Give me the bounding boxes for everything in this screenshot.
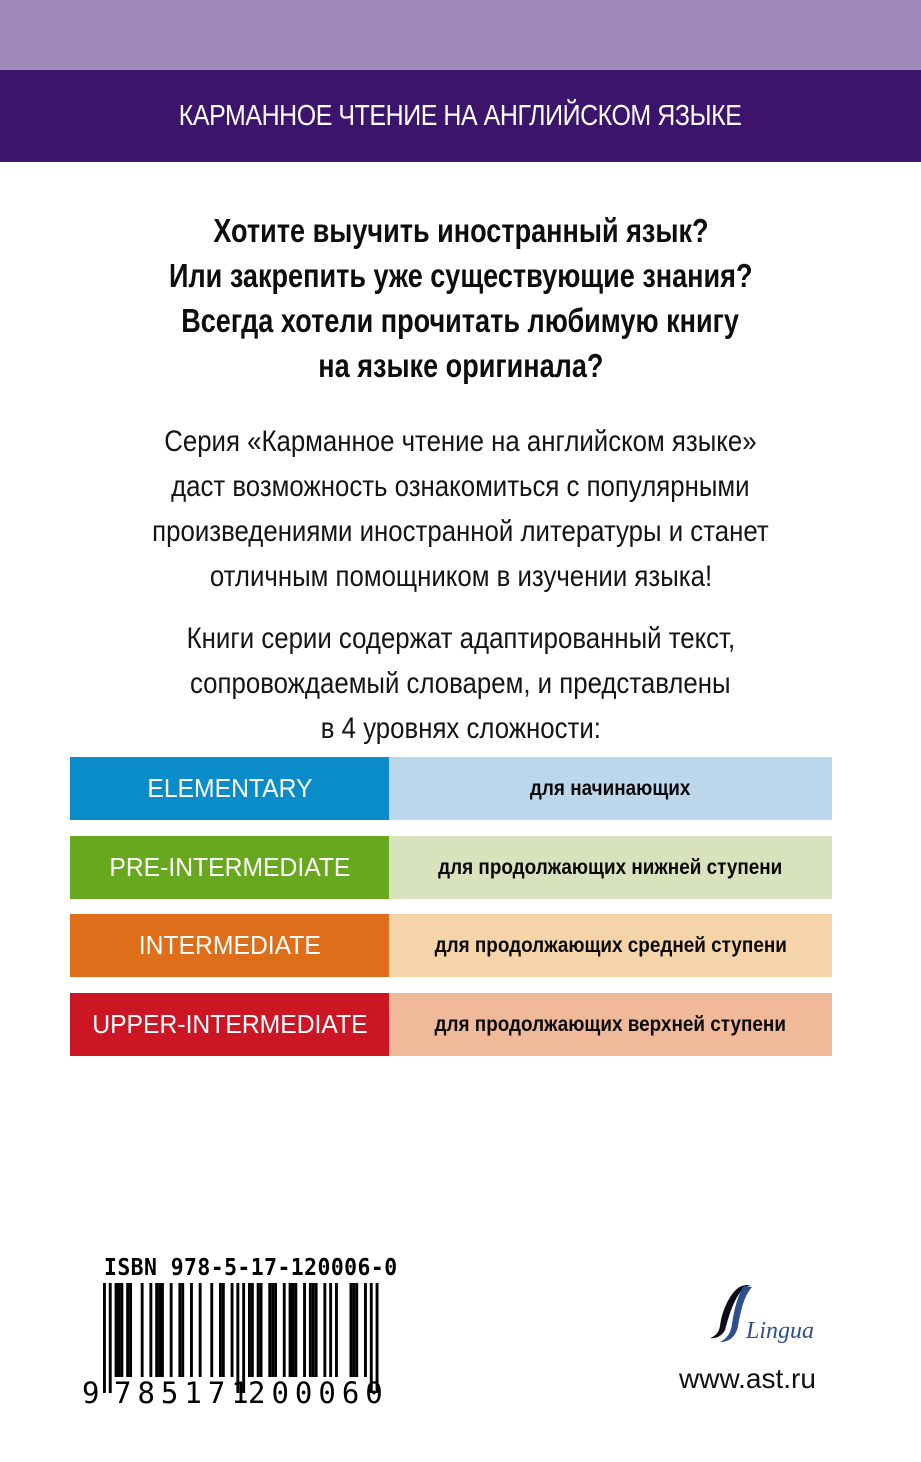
question-line: Хотите выучить иностранный язык? [212,212,709,249]
isbn-label: ISBN 978-5-17-120006-0 [104,1255,398,1281]
question-line: Всегда хотели прочитать любимую книгу [181,302,740,339]
description-line: произведениями иностранной литературы и станет [152,515,769,548]
level-description: для начинающих [530,776,691,800]
description-line: отличным помощником в изучении языка! [209,560,712,593]
level-description: для продолжающих средней ступени [434,933,787,957]
barcode-first-digit: 9 [82,1376,106,1410]
series-title: КАРМАННОЕ ЧТЕНИЕ НА АНГЛИЙСКОМ ЯЗЫКЕ [179,99,742,132]
description-line: в 4 уровнях сложности: [320,712,601,745]
svg-text:Lingua: Lingua [746,1318,815,1344]
level-description: для продолжающих нижней ступени [438,855,783,879]
level-name: INTERMEDIATE [138,930,321,960]
level-name: ELEMENTARY [146,773,313,803]
barcode-left-digits: 785171 [114,1376,255,1410]
question-line: Или закрепить уже существующие знания? [168,257,753,294]
description-line: даст возможность ознакомиться с популярными [171,470,750,503]
level-name: UPPER-INTERMEDIATE [91,1009,368,1039]
description-line: Серия «Карманное чтение на английском языке» [164,425,757,458]
level-name: PRE-INTERMEDIATE [108,852,351,882]
lingua-logo-icon [700,1280,820,1350]
level-description: для продолжающих верхней ступени [434,1012,787,1036]
publisher-website: www.ast.ru [679,1363,816,1394]
description-line: сопровождаемый словарем, и представлены [190,667,731,700]
barcode-right-digits: 200060 [248,1376,389,1410]
question-line: на языке оригинала? [317,347,604,384]
description-line: Книги серии содержат адаптированный текст, [186,622,735,655]
